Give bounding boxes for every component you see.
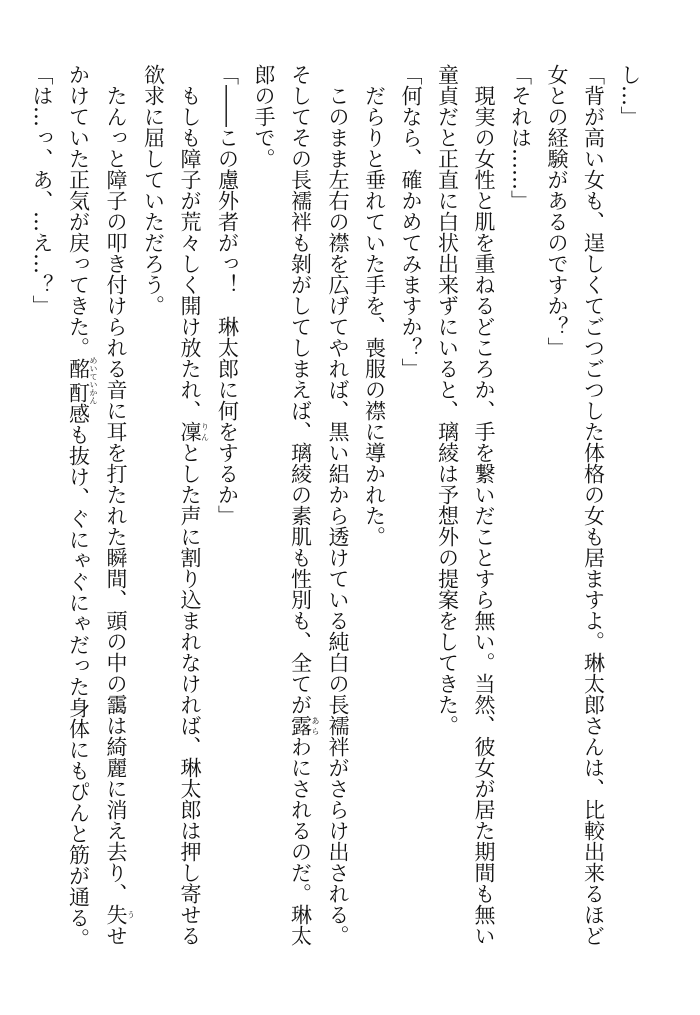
text-line: 郎の手で。	[252, 64, 276, 169]
text-line: 「何なら、確かめてみますか？」	[399, 64, 423, 379]
vertical-text-body	[30, 64, 648, 964]
text-line: 「背が高い女も、逞しくてごつごつした体格の女も居ますよ。琳太郎さんは、比較出来るほど	[581, 64, 606, 946]
text-line: そしてその長襦袢も剝がしてしまえば、璃綾の素肌も性別も、全てが露あらわにされるのだ。琳太	[288, 64, 320, 946]
text-line: 「は…っ、あ、…え…？」	[30, 64, 54, 316]
text-line: だらりと垂れていた手を、喪服の襟に導かれた。	[362, 85, 387, 547]
text-line: 「――この慮外者がっ！ 琳太郎に何をするか」	[215, 64, 240, 526]
text-line: 童貞だと正直に白状出来ずにいると、璃綾は予想外の提案をしてきた。	[435, 64, 460, 736]
text-line: もしも障子が荒々しく開け放たれ、凜りんとした声に割り込まれなければ、琳太郎は押し寄せる	[178, 85, 210, 946]
furigana-reading: りん	[200, 421, 210, 442]
furigana-ruby: 露あら	[288, 715, 320, 736]
text-line: 女との経験があるのですか？」	[545, 64, 569, 358]
text-line: 「それは……」	[508, 64, 533, 211]
text-line: 欲求に屈していただろう。	[141, 64, 166, 316]
furigana-ruby: 酩酊めいていかん	[66, 356, 98, 405]
text-line: 現実の女性と肌を重ねるどころか、手を繋いだことすら無い。当然、彼女が居た期間も無い	[472, 85, 496, 946]
furigana-reading: う	[126, 904, 136, 925]
text-line: し…」	[618, 64, 642, 127]
text-line: このまま左右の襟を広げてやれば、黒い絽から透けている純白の長襦袢がさらけ出される。	[326, 85, 350, 946]
furigana-reading: めいていかん	[89, 356, 98, 405]
furigana-ruby: 凜りん	[178, 421, 210, 442]
furigana-ruby: 失う	[104, 904, 136, 925]
furigana-reading: あら	[311, 715, 320, 736]
text-line: かけていた正気が戻ってきた。酩酊めいていかん感も抜け、ぐにゃぐにゃだった身体にもぴんと筋が通る。	[66, 64, 98, 949]
text-line: たんっと障子の叩き付けられる音に耳を打たれた瞬間、頭の中の靄は綺麗に消え去り、失うせ	[104, 85, 136, 946]
